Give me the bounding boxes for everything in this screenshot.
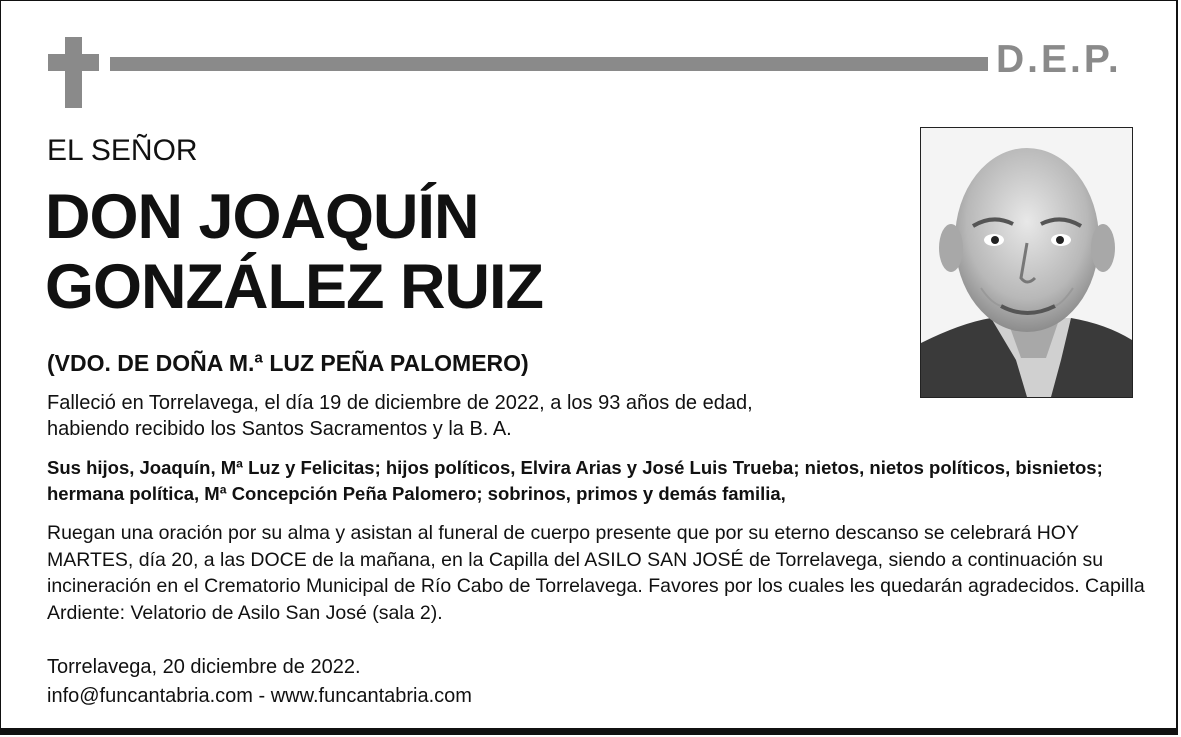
- funeral-details: Ruegan una oración por su alma y asistan al funeral de cuerpo presente que por su eterno descanso se celebrará HOY MARTES, día 20, a las DOCE de la mañana, en la Capilla del ASILO SAN JOSÉ de Torrelavega, siendo a continuación su incineración en el Crematorio Municipal de Río Cabo de Torrelavega. Favores por los cuales les quedarán agradecidos. Capilla Ardiente: Velatorio de Asilo San José (sala 2).: [47, 522, 1145, 624]
- name-line-2: GONZÁLEZ RUIZ: [45, 252, 543, 322]
- portrait-photo: [920, 127, 1133, 398]
- place-date: Torrelavega, 20 diciembre de 2022.: [47, 656, 361, 678]
- passing-line-2: habiendo recibido los Santos Sacramentos y la B. A.: [47, 418, 512, 440]
- honorific: EL SEÑOR: [47, 134, 198, 167]
- widower-of: (VDO. DE DOÑA M.ª LUZ PEÑA PALOMERO): [47, 350, 529, 376]
- passing-details: [47, 390, 887, 442]
- contact-line: info@funcantabria.com - www.funcantabria.com: [47, 685, 472, 707]
- name-line-1: DON JOAQUÍN: [45, 182, 479, 252]
- portrait-illustration: [921, 128, 1132, 397]
- deceased-name: [45, 182, 543, 322]
- dep-label: D.E.P.: [996, 38, 1122, 81]
- header-rule: [110, 57, 988, 71]
- family-list: Sus hijos, Joaquín, Mª Luz y Felicitas; hijos políticos, Elvira Arias y José Luis Trueba; nietos, nietos políticos, bisnietos; hermana política, Mª Concepción Peña Palomero; sobrinos, primos y demás familia,: [47, 457, 1103, 504]
- passing-line-1: Falleció en Torrelavega, el día 19 de diciembre de 2022, a los 93 años de edad,: [47, 392, 753, 414]
